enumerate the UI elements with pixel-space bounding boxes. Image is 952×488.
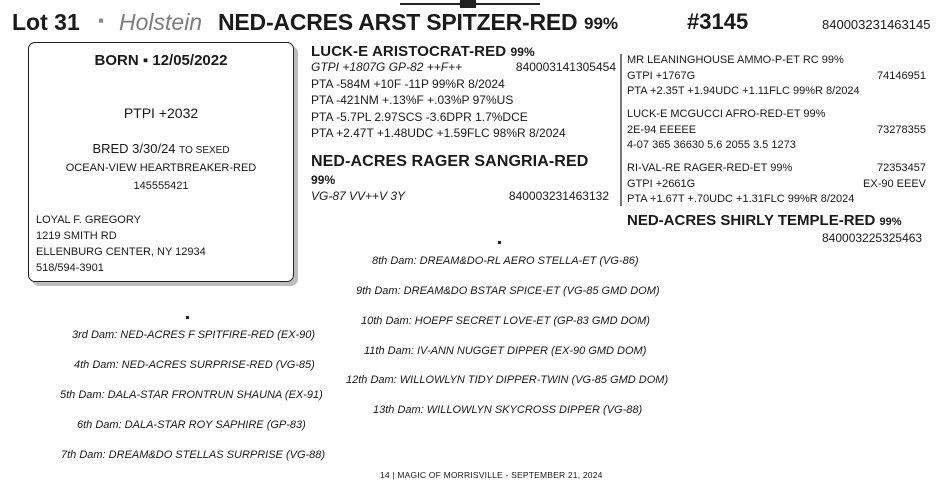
top-crop-mark xyxy=(400,0,540,8)
dam-sire-gtpi: GTPI +2661G xyxy=(627,177,696,190)
dam-dam-percent: 99% xyxy=(879,216,902,228)
sire-pta-2: PTA -421NM +.13%F +.03%P 97%US xyxy=(311,93,514,107)
lot-number: Lot 31 xyxy=(12,9,80,35)
sire-dam-record: 4-07 365 36630 5.6 2055 3.5 1273 xyxy=(627,139,796,151)
sire-sire-pta-row xyxy=(627,85,926,101)
sire-dam-classification: 2E-94 EEEEE xyxy=(627,123,697,136)
pedigree-bracket xyxy=(620,54,622,206)
sire-pta-row xyxy=(311,110,616,127)
bullet-dot xyxy=(498,241,501,244)
dam-line-4th: 4th Dam: NED-ACRES SURPRISE-RED (VG-85) xyxy=(74,359,315,371)
sire-sire-registration: 74146951 xyxy=(877,69,926,82)
dam-line-7th: 7th Dam: DREAM&DO STELLAS SURPRISE (VG-88) xyxy=(61,449,326,461)
dam-sire-classification: EX-90 EEEV xyxy=(863,177,926,190)
dam-sire-block xyxy=(627,162,926,209)
owner-street: 1219 SMITH RD xyxy=(36,230,117,242)
sire-sire-pta: PTA +2.35T +1.94UDC +1.11FLC 99%R 8/2024 xyxy=(627,85,860,97)
sire-gtpi: GTPI +1807G GP-82 ++F++ xyxy=(311,60,463,74)
dam-line-3rd: 3rd Dam: NED-ACRES F SPITFIRE-RED (EX-90) xyxy=(72,329,316,341)
sire-dam-class-row xyxy=(627,124,926,140)
sire-dam-block xyxy=(627,108,926,155)
dam-name: NED-ACRES RAGER SANGRIA-RED xyxy=(311,153,589,170)
lot-header xyxy=(12,9,942,39)
sire-pta-4: PTA +2.47T +1.48UDC +1.59FLC 98%R 8/2024 xyxy=(311,126,566,140)
animal-percent: 99% xyxy=(584,14,619,33)
owner-phone: 518/594-3901 xyxy=(36,262,104,274)
dam-sire-gtpi-row xyxy=(627,178,926,194)
dam-dam-name-line xyxy=(627,212,902,229)
dam-sire-name: RI-VAL-RE RAGER-RED-ET 99% xyxy=(627,162,793,174)
dam-line-10th: 10th Dam: HOEPF SECRET LOVE-ET (GP-83 GMD DOM) xyxy=(361,315,650,327)
sire-dam-registration: 73278355 xyxy=(877,123,926,136)
bred-to-sire: OCEAN-VIEW HEARTBREAKER-RED xyxy=(65,162,257,174)
sire-sire-gtpi-row xyxy=(627,70,926,86)
dam-sire-pta-row xyxy=(627,193,926,209)
owner-name: LOYAL F. GREGORY xyxy=(36,214,141,226)
sire-name: LUCK-E ARISTOCRAT-RED xyxy=(311,43,507,60)
dam-percent: 99% xyxy=(311,173,336,187)
dam-line-8th: 8th Dam: DREAM&DO-RL AERO STELLA-ET (VG-86) xyxy=(372,255,639,267)
dam-line-9th: 9th Dam: DREAM&DO BSTAR SPICE-ET (VG-85 GMD DOM) xyxy=(356,285,660,297)
sire-sire-gtpi: GTPI +1767G xyxy=(627,69,696,82)
dam-dam-registration: 840003225325463 xyxy=(822,231,923,245)
bullet-dot xyxy=(186,316,189,319)
dam-line-5th: 5th Dam: DALA-STAR FRONTRUN SHAUNA (EX-91) xyxy=(60,389,323,401)
sire-dam-name: LUCK-E MCGUCCI AFRO-RED-ET 99% xyxy=(627,108,826,120)
dam-sire-registration: 72353457 xyxy=(877,162,926,174)
dam-classification: VG-87 VV++V 3Y xyxy=(311,189,406,203)
page-footer: 14 | MAGIC OF MORRISVILLE - SEPTEMBER 21, 2024 xyxy=(380,470,603,480)
dam-classification-row xyxy=(311,189,609,206)
dam-sire-pta: PTA +1.67T +.70UDC +1.31FLC 99%R 8/2024 xyxy=(627,193,855,205)
bred-to-registration: 145555421 xyxy=(133,180,189,192)
ptpi-value: PTPI +2032 xyxy=(123,105,199,121)
sire-block xyxy=(311,43,616,143)
born-date: BORN ▪ 12/05/2022 xyxy=(94,52,228,69)
lot-separator: ▪ xyxy=(98,11,105,30)
owner-city: ELLENBURG CENTER, NY 12934 xyxy=(36,246,206,258)
sire-pta-1: PTA -584M +10F -11P 99%R 8/2024 xyxy=(311,76,505,91)
dam-dam-name: NED-ACRES SHIRLY TEMPLE-RED xyxy=(627,212,876,229)
dam-registration: 840003231463132 xyxy=(508,189,609,203)
sire-gtpi-row xyxy=(311,60,616,77)
sire-pta-row xyxy=(311,93,616,110)
dam-line-6th: 6th Dam: DALA-STAR ROY SAPHIRE (GP-83) xyxy=(77,419,306,431)
dam-line-11th: 11th Dam: IV-ANN NUGGET DIPPER (EX-90 GMD DOM) xyxy=(364,345,647,357)
dam-line-12th: 12th Dam: WILLOWLYN TIDY DIPPER-TWIN (VG-85 GMD DOM) xyxy=(346,374,669,386)
sire-registration: 840003141305454 xyxy=(515,60,616,74)
info-box xyxy=(28,42,294,282)
sire-sire-name: MR LEANINGHOUSE AMMO-P-ET RC 99% xyxy=(627,54,844,66)
sire-name-line xyxy=(311,43,616,60)
sire-dam-record-row xyxy=(627,139,926,155)
breed: Holstein xyxy=(119,9,203,35)
sire-pta-3: PTA -5.7PL 2.97SCS -3.6DPR 1.7%DCE xyxy=(311,109,528,124)
dam-sire-name-row xyxy=(627,162,926,178)
sire-pta-row xyxy=(311,77,616,94)
sire-percent: 99% xyxy=(510,45,535,59)
dam-block xyxy=(311,153,609,206)
dam-line-13th: 13th Dam: WILLOWLYN SKYCROSS DIPPER (VG-88) xyxy=(373,404,643,416)
sire-sire-block xyxy=(627,54,926,101)
dam-name-line xyxy=(311,153,609,189)
animal-registration: 840003231463145 xyxy=(822,17,931,32)
animal-name: NED-ACRES ARST SPITZER-RED xyxy=(218,9,578,35)
bred-date: BRED 3/30/24 xyxy=(92,141,176,156)
bred-sexed: TO SEXED xyxy=(179,145,230,156)
sire-pta-row xyxy=(311,126,616,143)
animal-number: #3145 xyxy=(687,9,749,34)
bred-line xyxy=(29,141,293,156)
